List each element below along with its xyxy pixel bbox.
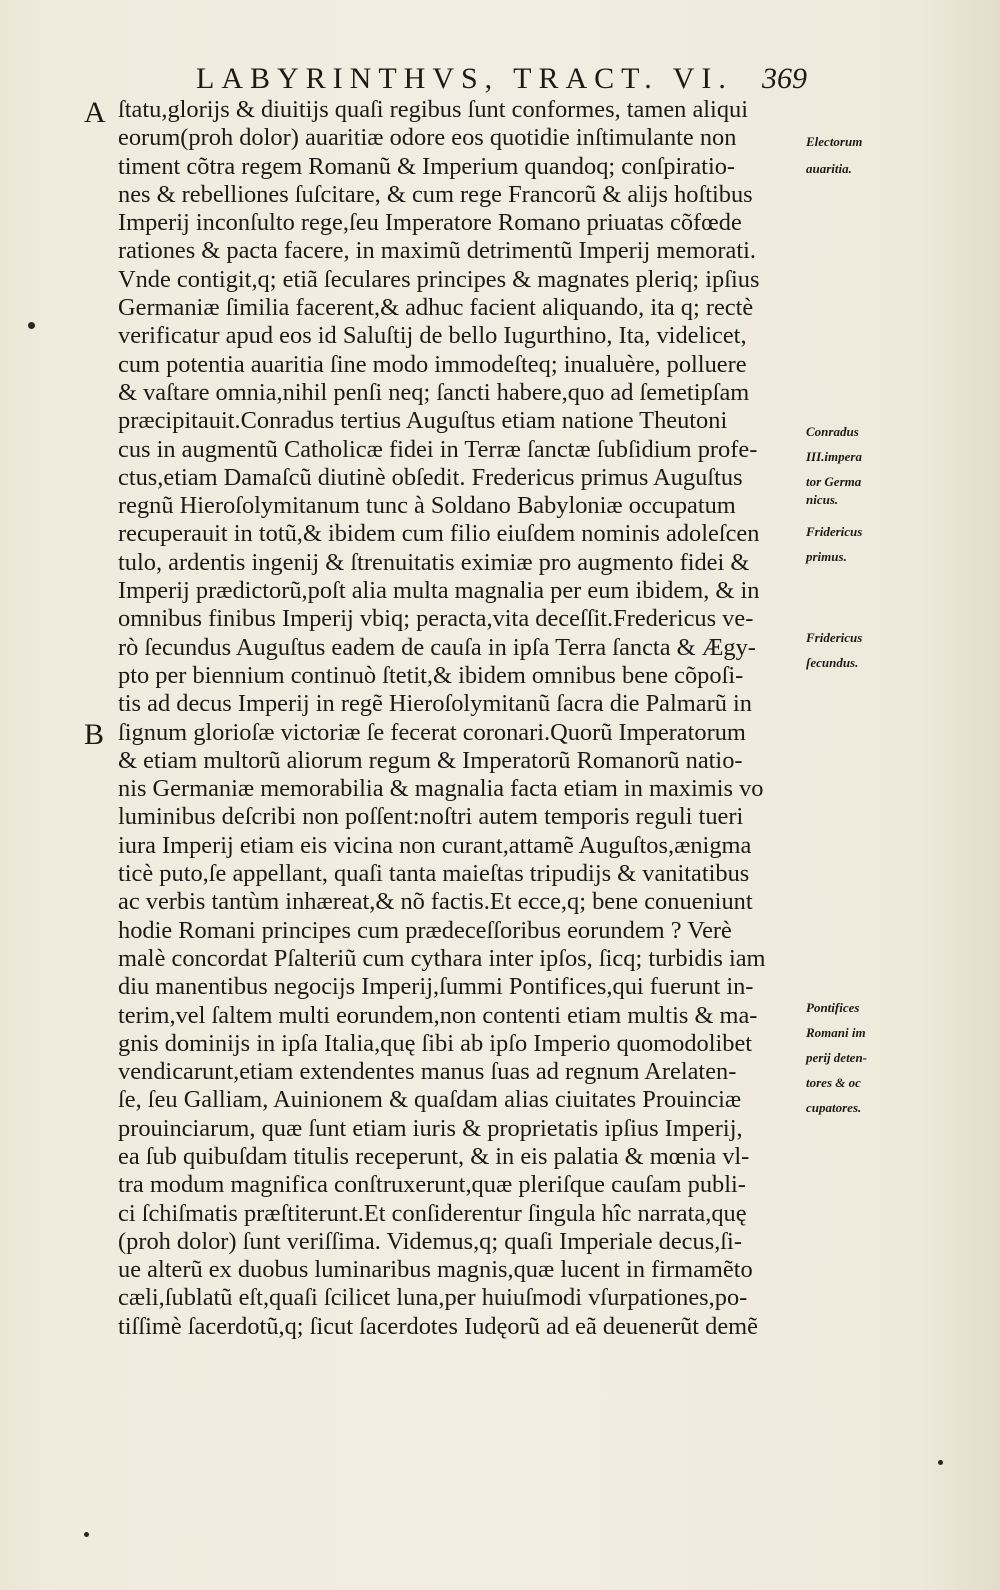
text-line: ue alterũ ex duobus luminaribus magnis,quæ lucent in firmamẽto bbox=[118, 1256, 753, 1284]
text-line: cus in augmentũ Catholicæ fidei in Terræ ſanctæ ſubſidium profe- bbox=[118, 435, 758, 463]
text-line: rò ſecundus Auguſtus eadem de cauſa in ipſa Terra ſancta & Ægy- bbox=[118, 633, 756, 661]
text-line: nes & rebelliones ſuſcitare, & cum rege Francorũ & alijs hoſtibus bbox=[118, 180, 753, 208]
marginal-note-line: auaritia. bbox=[806, 161, 852, 176]
text-line: verificatur apud eos id Saluſtij de bello Iugurthino, Ita, videlicet, bbox=[118, 322, 747, 350]
marginal-note-line: Fridericus bbox=[806, 630, 863, 645]
text-line: cæli,ſublatũ eſt,quaſi ſcilicet luna,per huiuſmodi vſurpationes,po- bbox=[118, 1284, 748, 1312]
text-line: ſe, ſeu Galliam, Auinionem & quaſdam alias ciuitates Prouinciæ bbox=[118, 1086, 742, 1114]
text-line: vendicarunt,etiam extendentes manus ſuas ad regnum Arelaten- bbox=[118, 1058, 737, 1086]
marginal-note-line: ſecundus. bbox=[806, 655, 859, 670]
text-line: ac verbis tantùm inhæreat,& nõ factis.Et ecce,q; bene conueniunt bbox=[118, 888, 753, 916]
page-number: 369 bbox=[762, 62, 807, 95]
text-line: ea ſub quibuſdam titulis receperunt, & in eis palatia & mœnia vl- bbox=[118, 1142, 750, 1170]
text-line: ci ſchiſmatis præſtiterunt.Et conſiderentur ſingula hîc narrata,quę bbox=[118, 1199, 747, 1227]
ink-spot bbox=[938, 1460, 943, 1465]
text-line: terim,vel ſaltem multi eorundem,non contenti etiam multis & ma- bbox=[118, 1001, 758, 1029]
marginal-note-line: III.impera bbox=[806, 449, 862, 464]
text-line: timent cõtra regem Romanũ & Imperium quandoq; conſpiratio- bbox=[118, 152, 736, 180]
text-line: Imperij prædictorũ,poſt alia multa magnalia per eum ibidem, & in bbox=[118, 577, 760, 605]
marginal-note-line: perij deten- bbox=[806, 1050, 868, 1065]
text-line: malè concordat Pſalteriũ cum cythara inter ipſos, ſicq; turbidis iam bbox=[118, 944, 766, 972]
marginal-note-line: Fridericus bbox=[806, 524, 863, 539]
marginal-note-line: Romani im bbox=[806, 1025, 866, 1040]
marginal-note-line: tores & oc bbox=[806, 1075, 861, 1090]
marginal-note-fridericus-primus bbox=[806, 524, 916, 564]
text-line: & etiam multorũ aliorum regum & Imperatorũ Romanorũ natio- bbox=[118, 746, 743, 774]
marginal-note-line: Electorum bbox=[806, 134, 863, 149]
text-line: cum potentia auaritia ſine modo immodeſteq; inualuère, polluere bbox=[118, 350, 747, 378]
text-line: diu manentibus negocijs Imperij,ſummi Pontifices,qui fuerunt in- bbox=[118, 973, 754, 1001]
running-title: LABYRINTHVS, TRACT. VI. bbox=[196, 62, 733, 95]
marginal-note-line: Pontifices bbox=[806, 1000, 860, 1015]
text-line: & vaſtare omnia,nihil penſi neq; ſancti habere,quo ad ſemetipſam bbox=[118, 378, 750, 406]
text-line: (proh dolor) ſunt veriſſima. Videmus,q; quaſi Imperiale decus,ſi- bbox=[118, 1227, 742, 1255]
text-line: pto per biennium continuò ſtetit,& ibidem omnibus bene cõpoſi- bbox=[118, 661, 744, 689]
marginal-note-conradus bbox=[806, 424, 916, 507]
text-line: tis ad decus Imperij in regẽ Hieroſolymitanũ ſacra die Palmarũ in bbox=[118, 690, 752, 718]
section-mark-b: B bbox=[84, 718, 105, 751]
text-line: nis Germaniæ memorabilia & magnalia facta etiam in maximis vo bbox=[118, 775, 764, 803]
text-line: ticè puto,ſe appellant, quaſi tanta maieſtas tripudijs & vanitatibus bbox=[118, 860, 750, 888]
text-line: eorum(proh dolor) auaritiæ odore eos quotidie inſtimulante non bbox=[118, 124, 737, 152]
text-line: prouinciarum, quæ ſunt etiam iuris & proprietatis ipſius Imperij, bbox=[118, 1114, 743, 1142]
text-line: Vnde contigit,q; etiã ſeculares principes & magnates pleriq; ipſius bbox=[118, 265, 760, 293]
text-line: tiſſimè ſacerdotũ,q; ſicut ſacerdotes Iudęorũ ad eã deuenerũt demẽ bbox=[118, 1312, 758, 1340]
text-line: luminibus deſcribi non poſſent:noſtri autem temporis reguli tueri bbox=[118, 803, 744, 831]
marginal-note-pontifices bbox=[806, 1000, 916, 1115]
ink-spot bbox=[84, 1532, 89, 1537]
marginal-note-fridericus-secundus bbox=[806, 630, 916, 670]
text-line: iura Imperij etiam eis vicina non curant,attamẽ Auguſtos,ænigma bbox=[118, 831, 752, 859]
marginal-note-electorum bbox=[806, 134, 916, 176]
text-line: tulo, ardentis ingenij & ſtrenuitatis eximiæ pro augmento fidei & bbox=[118, 548, 750, 576]
text-line: præcipitauit.Conradus tertius Auguſtus etiam natione Theutoni bbox=[118, 407, 728, 435]
marginal-note-line: cupatores. bbox=[806, 1100, 862, 1115]
page-header bbox=[0, 58, 1000, 98]
body-text bbox=[118, 96, 808, 1341]
marginal-note-line: Conradus bbox=[806, 424, 859, 439]
text-line: hodie Romani principes cum prædeceſſoribus eorundem ? Verè bbox=[118, 916, 732, 944]
marginal-note-line: primus. bbox=[806, 549, 847, 564]
text-line: ctus,etiam Damaſcũ diutinè obſedit. Fredericus primus Auguſtus bbox=[118, 463, 743, 491]
text-line: omnibus finibus Imperij vbiq; peracta,vita deceſſit.Fredericus ve- bbox=[118, 605, 754, 633]
text-line: ſignum glorioſæ victoriæ ſe fecerat coronari.Quorũ Imperatorum bbox=[118, 718, 746, 746]
text-line: rationes & pacta facere, in maximũ detrimentũ Imperij memorati. bbox=[118, 237, 756, 265]
text-line: regnũ Hieroſolymitanum tunc à Soldano Babyloniæ occupatum bbox=[118, 492, 736, 520]
ink-spot bbox=[28, 322, 35, 329]
section-mark-a: A bbox=[84, 96, 106, 129]
marginal-note-line: tor Germa bbox=[806, 474, 862, 489]
text-line: recuperauit in totũ,& ibidem cum filio eiuſdem nominis adoleſcen bbox=[118, 520, 760, 548]
text-line: Germaniæ ſimilia facerent,& adhuc facient aliquando, ita q; rectè bbox=[118, 294, 754, 322]
text-line: Imperij inconſulto rege,ſeu Imperatore Romano priuatas cõfœde bbox=[118, 209, 742, 237]
text-line: ſtatu,glorijs & diuitijs quaſi regibus ſunt conformes, tamen aliqui bbox=[118, 96, 749, 123]
text-line: tra modum magnifica conſtruxerunt,quæ pleriſque cauſam publi- bbox=[118, 1171, 746, 1199]
marginal-note-line: nicus. bbox=[806, 492, 839, 507]
text-line: gnis dominijs in ipſa Italia,quę ſibi ab ipſo Imperio quomodolibet bbox=[118, 1029, 753, 1057]
